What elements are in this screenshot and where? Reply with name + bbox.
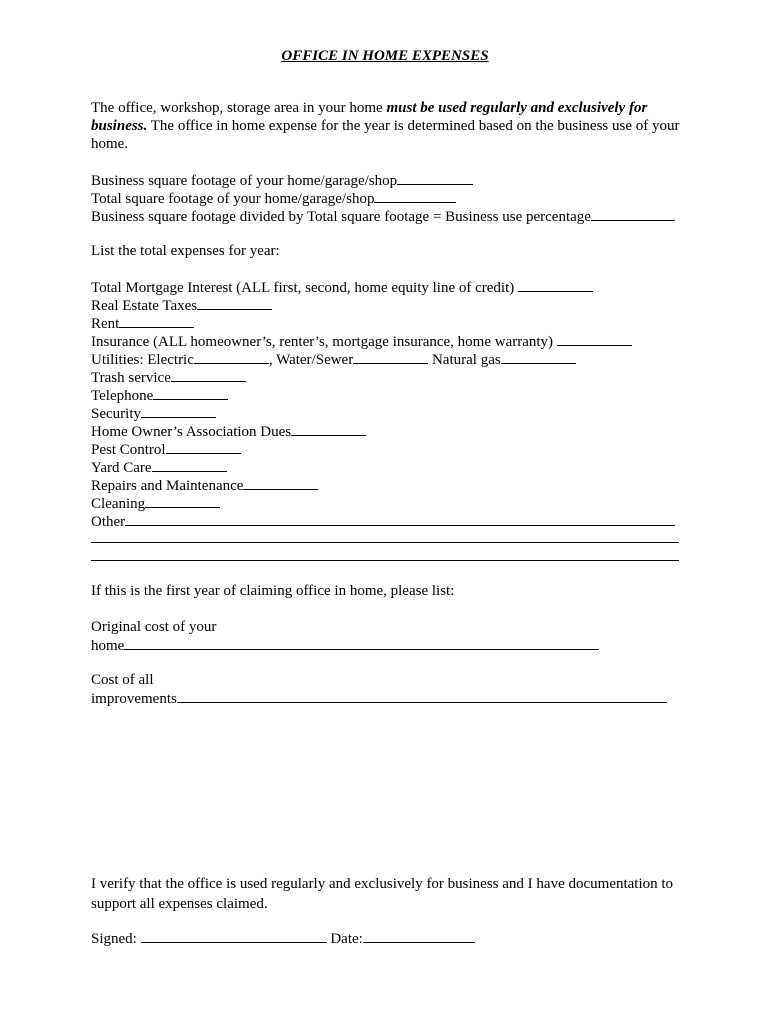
intro-paragraph bbox=[91, 99, 691, 153]
trash-label: Trash service bbox=[91, 370, 171, 386]
taxes-label: Real Estate Taxes bbox=[91, 298, 198, 314]
improvements-field[interactable] bbox=[177, 689, 667, 703]
other-row bbox=[91, 512, 675, 531]
business-sqft-label: Business square footage of your home/garage/shop bbox=[91, 173, 398, 189]
water-label: , Water/Sewer bbox=[268, 352, 354, 368]
other-continuation-line-1[interactable] bbox=[91, 542, 679, 543]
other-field[interactable] bbox=[125, 512, 675, 526]
repairs-label: Repairs and Maintenance bbox=[91, 478, 244, 494]
insurance-row bbox=[91, 332, 632, 351]
form-title: OFFICE IN HOME EXPENSES bbox=[281, 48, 489, 64]
signed-label: Signed: bbox=[91, 931, 141, 947]
security-field[interactable] bbox=[141, 404, 216, 418]
total-sqft-row bbox=[91, 189, 456, 208]
pest-label: Pest Control bbox=[91, 442, 166, 458]
gas-label: Natural gas bbox=[428, 352, 501, 368]
total-sqft-field[interactable] bbox=[374, 189, 456, 203]
business-sqft-field[interactable] bbox=[397, 171, 473, 185]
total-sqft-label: Total square footage of your home/garage/shop bbox=[91, 191, 375, 207]
original-cost-field[interactable] bbox=[124, 636, 599, 650]
yard-row bbox=[91, 458, 227, 477]
mortgage-field[interactable] bbox=[518, 278, 593, 292]
telephone-field[interactable] bbox=[153, 386, 228, 400]
insurance-field[interactable] bbox=[557, 332, 632, 346]
telephone-row bbox=[91, 386, 228, 405]
date-field[interactable] bbox=[363, 929, 475, 943]
repairs-field[interactable] bbox=[243, 476, 318, 490]
original-cost-label-2: home bbox=[91, 638, 125, 654]
taxes-row bbox=[91, 296, 272, 315]
list-heading: List the total expenses for year: bbox=[91, 243, 280, 259]
intro-text-1: The office, workshop, storage area in your home bbox=[91, 100, 387, 116]
insurance-label: Insurance (ALL homeowner’s, renter’s, mortgage insurance, home warranty) bbox=[91, 334, 557, 350]
date-label: Date: bbox=[326, 931, 363, 947]
mortgage-label: Total Mortgage Interest (ALL first, second, home equity line of credit) bbox=[91, 280, 519, 296]
electric-field[interactable] bbox=[194, 350, 269, 364]
security-row bbox=[91, 404, 216, 423]
trash-field[interactable] bbox=[171, 368, 246, 382]
utilities-row bbox=[91, 350, 576, 369]
repairs-row bbox=[91, 476, 318, 495]
hoa-label: Home Owner’s Association Dues bbox=[91, 424, 292, 440]
pest-row bbox=[91, 440, 241, 459]
original-cost-row bbox=[91, 636, 599, 655]
cleaning-field[interactable] bbox=[145, 494, 220, 508]
verification-statement: I verify that the office is used regularly and exclusively for business and I have documentation to support all expenses claimed. bbox=[91, 876, 674, 912]
utilities-label: Utilities: Electric bbox=[91, 352, 194, 368]
taxes-field[interactable] bbox=[197, 296, 272, 310]
improvements-label-1: Cost of all bbox=[91, 672, 154, 688]
rent-row bbox=[91, 314, 194, 333]
other-continuation-line-2[interactable] bbox=[91, 560, 679, 561]
hoa-row bbox=[91, 422, 366, 441]
hoa-field[interactable] bbox=[291, 422, 366, 436]
trash-row bbox=[91, 368, 246, 387]
rent-field[interactable] bbox=[119, 314, 194, 328]
business-percentage-field[interactable] bbox=[591, 207, 675, 221]
pest-field[interactable] bbox=[166, 440, 241, 454]
business-percentage-row bbox=[91, 207, 675, 226]
yard-field[interactable] bbox=[152, 458, 227, 472]
water-field[interactable] bbox=[353, 350, 428, 364]
security-label: Security bbox=[91, 406, 141, 422]
improvements-row bbox=[91, 689, 667, 708]
other-label: Other bbox=[91, 514, 126, 530]
yard-label: Yard Care bbox=[91, 460, 152, 476]
intro-emphasis: must be used regularly and exclusively for business. bbox=[91, 100, 648, 134]
rent-label: Rent bbox=[91, 316, 120, 332]
business-sqft-row bbox=[91, 171, 473, 190]
signature-field[interactable] bbox=[141, 929, 327, 943]
improvements-label-2: improvements bbox=[91, 691, 177, 707]
original-cost-label-1: Original cost of your bbox=[91, 619, 217, 635]
intro-text-2: The office in home expense for the year is determined based on the business use of your home. bbox=[91, 118, 680, 152]
business-percentage-label: Business square footage divided by Total square footage = Business use percentage bbox=[91, 209, 591, 225]
mortgage-row bbox=[91, 278, 593, 297]
first-year-heading: If this is the first year of claiming office in home, please list: bbox=[91, 583, 455, 599]
signature-row bbox=[91, 929, 475, 948]
cleaning-label: Cleaning bbox=[91, 496, 146, 512]
gas-field[interactable] bbox=[501, 350, 576, 364]
telephone-label: Telephone bbox=[91, 388, 154, 404]
cleaning-row bbox=[91, 494, 220, 513]
